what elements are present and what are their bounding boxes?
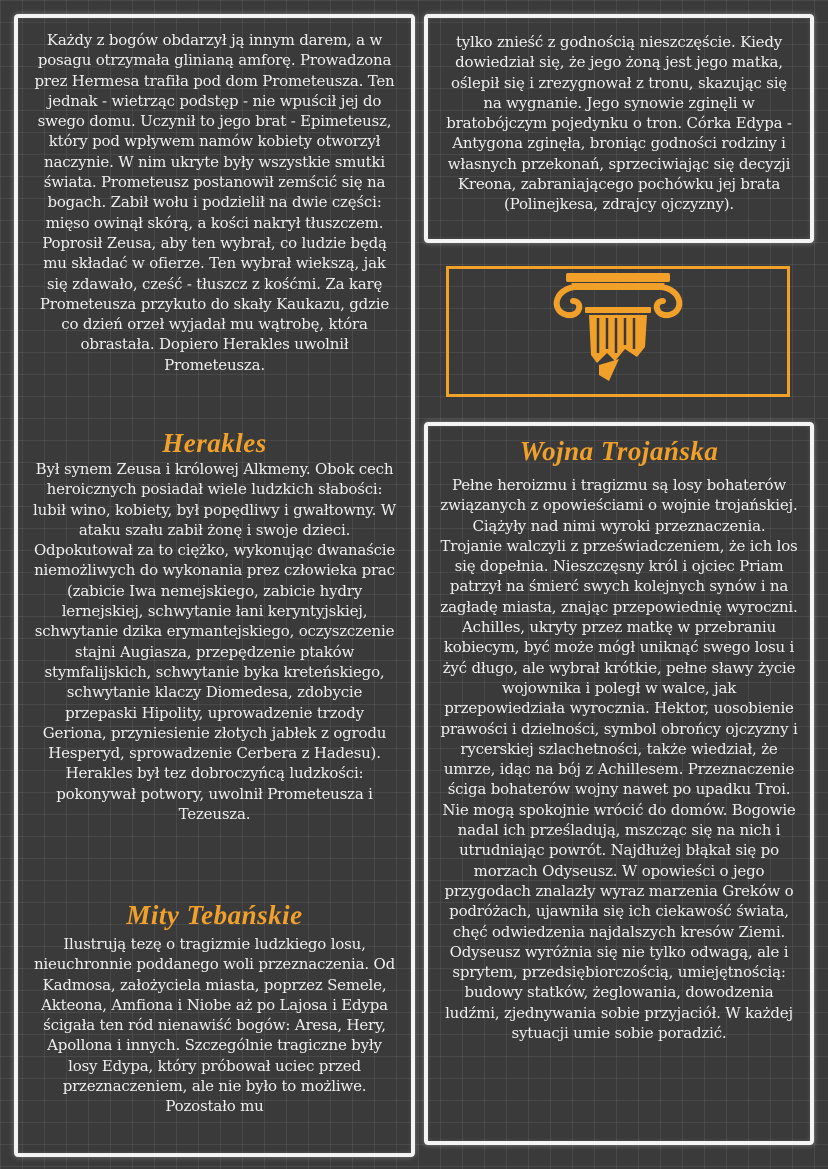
right-top-panel [424, 14, 814, 243]
herakles-text: Był synem Zeusa i królowej Alkmeny. Obok cech heroicznych posiadał wiele ludzkich słabości: lubił wino, kobiety, był popędliwy i gwałtowny. W ataku szału zabił żonę i swoje dzieci. Odpokutował za to ciężko, wykonując dwanaście niemożliwych do wykonania prez człowieka prac (zabicie Iwa nemejskiego, zabicie hydry lernejskiej, schwytanie łani keryntyjskiej, schwytanie dzika erymantejskiego, oczyszczenie stajni Augiasza, przepędzenie ptaków stymfalijskich, schwytanie byka kreteńskiego, schwytanie klaczy Diomedesa, zdobycie przepaski Hipolity, uprowadzenie trzody Geriona, przyniesienie złotych jabłek z ogrodu Hesperyd, sprowadzenie Cerbera z Hadesu). Herakles był tez dobroczyńcą ludzkości: pokonywał potwory, uwolnił Prometeusza i Tezeusza. [33, 460, 396, 824]
theban-heading: Mity Tebańskie [126, 900, 303, 930]
left-content-panel [14, 14, 415, 1157]
right-bottom-panel [424, 422, 814, 1145]
theban-continuation-text: tylko znieść z godnością nieszczęście. Kiedy dowiedział się, że jego żoną jest jego matka, oślepił się i zrezygnował z tronu, skazując się na wygnanie. Jego synowie zginęli w bratobójczym pojedynku o tron. Córka Edypa - Antygona zginęła, broniąc godności rodziny i własnych przekonań, sprzeciwiając się decyzji Kreona, zabraniającego pochówku jej brata (Polinejkesa, zdrajcy ojczyzny). [446, 33, 792, 214]
column-illustration-frame [446, 266, 790, 397]
theban-text: Ilustrują tezę o tragizmie ludzkiego losu, nieuchronnie poddanego woli przeznaczenia. Od Kadmosa, założyciela miasta, poprzez Semele, Akteona, Amfiona i Niobe aż po Lajosa i Edypa ścigała ten ród nienawiść bogów: Aresa, Hery, Apollona i innych. Szczególnie tragiczne były losy Edypa, który próbował uciec przed przeznaczeniem, ale nie było to możliwe. Pozostało mu [33, 935, 396, 1116]
herakles-heading: Herakles [162, 428, 267, 458]
trojan-text: Pełne heroizmu i tragizmu są losy bohaterów związanych z opowieściami o wojnie trojańskiej. Ciążyły nad nimi wyroki przeznaczenia. Trojanie walczyli z przeświadczeniem, że ich los się dopełnia. Nieszczęsny król i ojciec Priam patrzył na śmierć swych kolejnych synów i na zagładę miasta, znając przepowiednię wyroczni. Achilles, ukryty przez matkę w przebraniu kobiecym, być może mógł uniknąć swego losu i żyć długo, ale wybrał krótkie, pełne sławy życie wojownika i poległ w walce, jak przepowiedziała wyrocznia. Hektor, uosobienie prawości i dzielności, symbol obrońcy ojczyzny i rycerskiej szlachetności, także wiedział, że umrze, idąc na bój z Achillesem. Przeznaczenie ściga bohaterów wojny nawet po upadku Troi. Nie mogą spokojnie wrócić do domów. Bogowie nadal ich prześladują, mszcząc się na nich i utrudniając powrót. Najdłużej błąkał się po morzach Odyseusz. W opowieści o jego przygodach znalazły wyraz marzenia Greków o podróżach, ujawniła się ich ciekawość świata, chęć odwiedzenia najdalszych kresów Ziemi. Odyseusz wyróżnia się nie tylko odwagą, ale i sprytem, przedsiębiorczością, umiejętnością: budowy statków, żeglowania, dowodzenia ludźmi, zjednywania sobie przyjaciół. W każdej sytuacji umie sobie poradzić. [440, 476, 798, 1043]
prometheus-text: Każdy z bogów obdarzył ją innym darem, a w posagu otrzymała glinianą amforę. Prowadzona prez Hermesa trafiła pod dom Prometeusza. Ten jednak - wietrząc podstęp - nie wpuścił jej do swego domu. Uczynił to jego brat - Epimeteusz, który pod wpływem namów kobiety otworzył naczynie. W nim ukryte były wszystkie smutki świata. Prometeusz postanowił zemścić się na bogach. Zabił wołu i podzielił na dwie części: mięso owinął skórą, a kości nakrył tłuszczem. Poprosił Zeusa, aby ten wybrał, co ludzie będą mu składać w ofierze. Ten wybrał wiekszą, jak się zdawało, cześć - tłuszcz z kośćmi. Za karę Prometeusza przykuto do skały Kaukazu, gdzie co dzień orzeł wyjadał mu wątrobę, która obrastała. Dopiero Herakles uwolnił Prometeusza. [34, 31, 395, 374]
trojan-heading: Wojna Trojańska [519, 436, 719, 466]
ionic-column-icon [449, 269, 787, 394]
